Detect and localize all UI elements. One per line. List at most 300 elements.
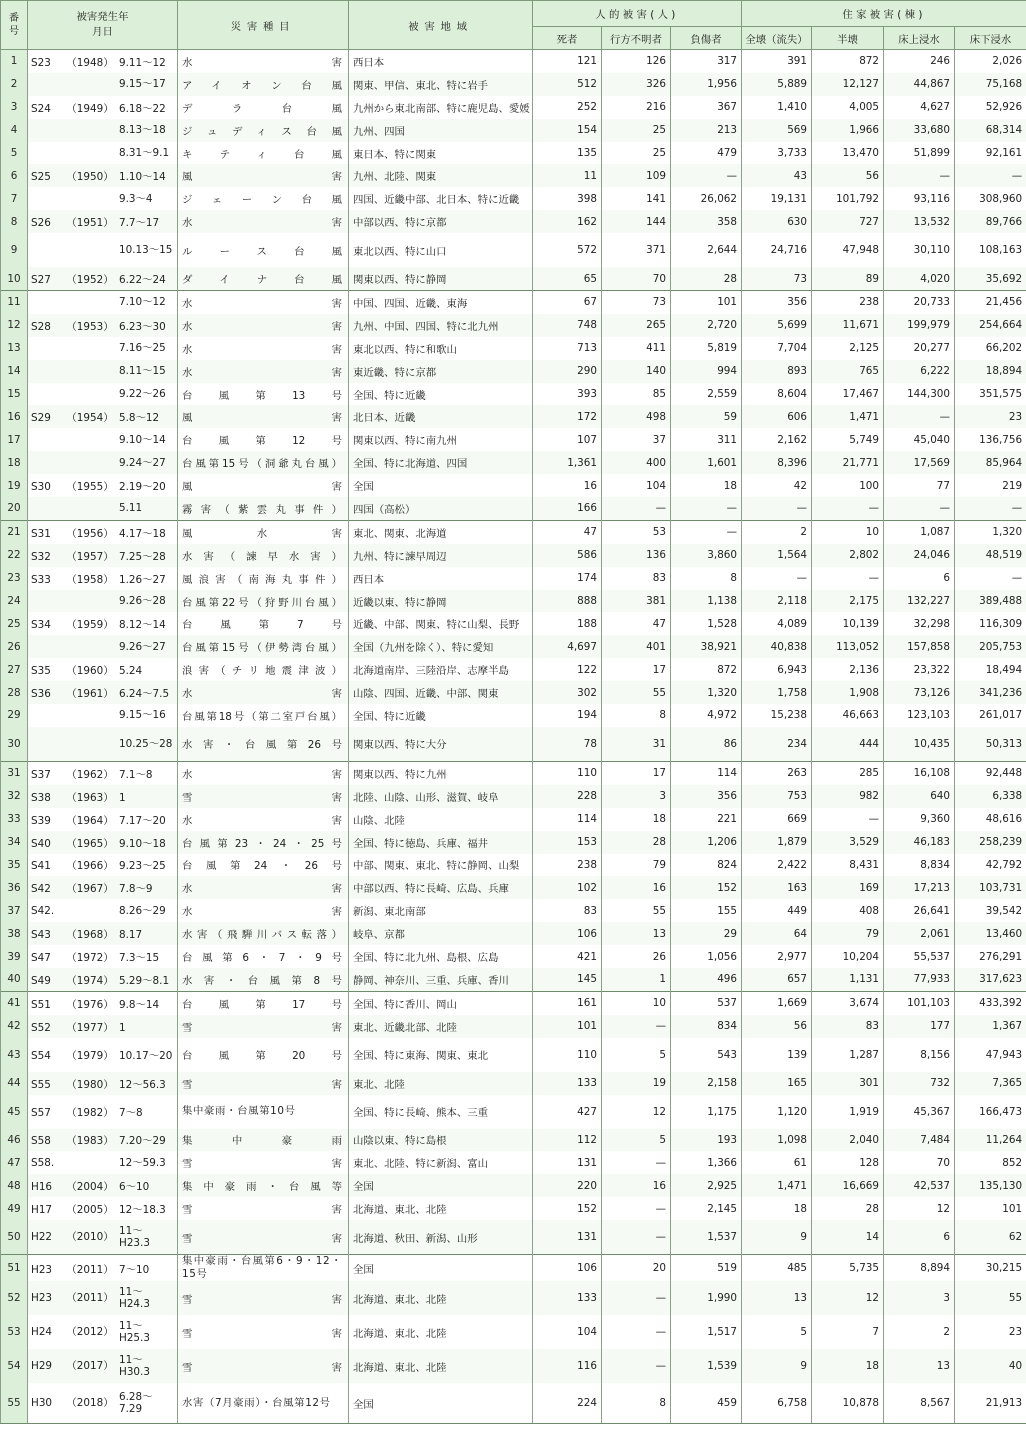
injured-count: 3,860: [671, 544, 742, 567]
damage-area: 東北、近畿北部、北陸: [349, 1015, 533, 1038]
full-count: 4,089: [742, 612, 812, 635]
header-below: 床下浸水: [955, 27, 1026, 50]
month-day: 8.26～29: [119, 904, 166, 917]
below-count: 92,161: [955, 142, 1026, 165]
above-count: 24,046: [884, 544, 955, 567]
above-count: 732: [884, 1072, 955, 1095]
month-day: 7.8～9: [119, 883, 153, 896]
dead-count: 512: [533, 73, 602, 96]
month-day: 8.17: [119, 929, 143, 942]
missing-count: 5: [602, 1038, 671, 1072]
half-count: 12,127: [812, 73, 884, 96]
year: （1952）: [66, 274, 114, 287]
month-day: 6.24～7.5: [119, 688, 170, 701]
table-row: [1, 761, 1026, 784]
date-cell: [28, 497, 178, 520]
month-day: 9.26～27: [119, 640, 166, 653]
half-count: 10,878: [812, 1383, 884, 1424]
month-day: 1.10～14: [119, 171, 166, 184]
year: （1972）: [66, 952, 114, 964]
above-count: 12: [884, 1197, 955, 1220]
disaster-type: 台風第15号（伊勢湾台風）: [178, 635, 349, 658]
above-count: 23,322: [884, 658, 955, 681]
row-number: 41: [1, 991, 28, 1014]
half-count: 2,125: [812, 337, 884, 360]
damage-area: 山陰、北陸: [349, 808, 533, 831]
row-number: 29: [1, 704, 28, 727]
year: （1960）: [66, 665, 114, 678]
disaster-type: ジュディス台風: [178, 119, 349, 142]
header-human: 人的被害(人): [533, 1, 742, 27]
full-count: 1,669: [742, 991, 812, 1014]
disaster-type: 風水害: [178, 520, 349, 543]
row-number: 40: [1, 968, 28, 991]
missing-count: —: [602, 1197, 671, 1220]
dead-count: 104: [533, 1315, 602, 1349]
below-count: 389,488: [955, 590, 1026, 613]
dead-count: 586: [533, 544, 602, 567]
above-count: 8,834: [884, 854, 955, 877]
missing-count: 55: [602, 681, 671, 704]
dead-count: 133: [533, 1281, 602, 1315]
damage-area: 関東以西、特に大分: [349, 727, 533, 762]
disaster-type: 水害: [178, 291, 349, 314]
date-cell: [28, 314, 178, 337]
half-count: 872: [812, 50, 884, 73]
above-count: 17,569: [884, 451, 955, 474]
full-count: 391: [742, 50, 812, 73]
above-count: 199,979: [884, 314, 955, 337]
below-count: 116,309: [955, 612, 1026, 635]
era: H24: [31, 1326, 53, 1339]
row-number: 16: [1, 405, 28, 428]
month-day: 7.1～8: [119, 768, 153, 781]
dead-count: 161: [533, 991, 602, 1014]
disaster-type: 水害・台風第8号: [178, 968, 349, 991]
era: S58: [31, 1135, 51, 1148]
half-count: 3,674: [812, 991, 884, 1014]
above-count: 45,367: [884, 1095, 955, 1129]
half-count: 46,663: [812, 704, 884, 727]
header-type: 災害種目: [178, 1, 349, 50]
disaster-type: 風害: [178, 164, 349, 187]
above-count: 8,156: [884, 1038, 955, 1072]
above-count: 44,867: [884, 73, 955, 96]
table-row: [1, 497, 1026, 520]
table-header: [1, 1, 1026, 50]
era: S47: [31, 952, 51, 964]
dead-count: 135: [533, 142, 602, 165]
half-count: 21,771: [812, 451, 884, 474]
date-cell: [28, 1174, 178, 1197]
month-day: 12～18.3: [119, 1204, 166, 1217]
injured-count: 1,537: [671, 1220, 742, 1255]
above-count: 6: [884, 567, 955, 590]
table-row: [1, 831, 1026, 854]
missing-count: 3: [602, 785, 671, 808]
table-row: [1, 428, 1026, 451]
missing-count: 28: [602, 831, 671, 854]
damage-area: 全国（九州を除く）、特に愛知: [349, 635, 533, 658]
table-row: [1, 267, 1026, 290]
full-count: 13: [742, 1281, 812, 1315]
dead-count: 110: [533, 761, 602, 784]
half-count: 1,966: [812, 119, 884, 142]
below-count: 136,756: [955, 428, 1026, 451]
injured-count: 26,062: [671, 187, 742, 210]
damage-area: 四国、近畿中部、北日本、特に近畿: [349, 187, 533, 210]
year: （1977）: [66, 1021, 114, 1034]
table-row: [1, 451, 1026, 474]
disaster-type: 水害（飛騨川バス転落）: [178, 922, 349, 945]
injured-count: 5,819: [671, 337, 742, 360]
table-row: [1, 1151, 1026, 1174]
half-count: 2,136: [812, 658, 884, 681]
date-cell: [28, 1349, 178, 1383]
table-row: [1, 544, 1026, 567]
full-count: 263: [742, 761, 812, 784]
table-row: [1, 1174, 1026, 1197]
damage-area: 関東以西、特に静岡: [349, 267, 533, 290]
date-cell: [28, 428, 178, 451]
missing-count: 17: [602, 761, 671, 784]
dead-count: 421: [533, 945, 602, 968]
date-cell: [28, 291, 178, 314]
dead-count: 238: [533, 854, 602, 877]
disaster-type: 雪害: [178, 1072, 349, 1095]
date-cell: [28, 142, 178, 165]
dead-count: 11: [533, 164, 602, 187]
table-row: [1, 520, 1026, 543]
dead-count: 1,361: [533, 451, 602, 474]
dead-count: 106: [533, 922, 602, 945]
half-count: 1,919: [812, 1095, 884, 1129]
year: （1965）: [66, 837, 114, 850]
above-count: 640: [884, 785, 955, 808]
era: S42: [31, 883, 51, 896]
missing-count: 400: [602, 451, 671, 474]
missing-count: —: [602, 1281, 671, 1315]
half-count: 169: [812, 876, 884, 899]
era: S57: [31, 1107, 51, 1120]
half-count: 2,802: [812, 544, 884, 567]
full-count: 630: [742, 210, 812, 233]
date-cell: [28, 1015, 178, 1038]
full-count: 2,422: [742, 854, 812, 877]
half-count: 1,287: [812, 1038, 884, 1072]
damage-area: 山陰、四国、近畿、中部、関東: [349, 681, 533, 704]
table-row: [1, 854, 1026, 877]
above-count: 26,641: [884, 899, 955, 922]
full-count: 15,238: [742, 704, 812, 727]
missing-count: 126: [602, 50, 671, 73]
above-count: 16,108: [884, 761, 955, 784]
row-number: 31: [1, 761, 28, 784]
month-day: 5.24: [119, 665, 143, 678]
injured-count: 356: [671, 785, 742, 808]
missing-count: 371: [602, 233, 671, 267]
full-count: 569: [742, 119, 812, 142]
damage-area: 全国: [349, 1174, 533, 1197]
row-number: 13: [1, 337, 28, 360]
month-day: 9.24～27: [119, 456, 166, 469]
row-number: 39: [1, 945, 28, 968]
disaster-type: 水害: [178, 808, 349, 831]
missing-count: —: [602, 1349, 671, 1383]
missing-count: —: [602, 497, 671, 520]
damage-area: 北海道、東北、北陸: [349, 1281, 533, 1315]
date-cell: [28, 831, 178, 854]
month-day: 1.26～27: [119, 573, 166, 586]
month-day: 6.28～7.29: [119, 1391, 153, 1416]
date-cell: [28, 73, 178, 96]
row-number: 32: [1, 785, 28, 808]
table-row: [1, 876, 1026, 899]
year: （1955）: [66, 481, 114, 494]
era: S52: [31, 1021, 51, 1034]
row-number: 50: [1, 1220, 28, 1255]
half-count: 28: [812, 1197, 884, 1220]
dead-count: 252: [533, 96, 602, 119]
injured-count: 1,990: [671, 1281, 742, 1315]
injured-count: 496: [671, 968, 742, 991]
date-cell: [28, 520, 178, 543]
era: S27: [31, 274, 51, 287]
missing-count: 8: [602, 704, 671, 727]
injured-count: 4,972: [671, 704, 742, 727]
injured-count: 18: [671, 474, 742, 497]
below-count: 30,215: [955, 1255, 1026, 1282]
damage-area: 全国: [349, 1383, 533, 1424]
damage-area: 北日本、近畿: [349, 405, 533, 428]
table-row: [1, 1129, 1026, 1152]
half-count: 10: [812, 520, 884, 543]
below-count: 18,494: [955, 658, 1026, 681]
above-count: 70: [884, 1151, 955, 1174]
above-count: 157,858: [884, 635, 955, 658]
month-day: 10.25～28: [119, 737, 173, 750]
year: （1962）: [66, 768, 114, 781]
below-count: 103,731: [955, 876, 1026, 899]
above-count: 13: [884, 1349, 955, 1383]
half-count: 83: [812, 1015, 884, 1038]
injured-count: 114: [671, 761, 742, 784]
injured-count: 824: [671, 854, 742, 877]
row-number: 27: [1, 658, 28, 681]
injured-count: 1,517: [671, 1315, 742, 1349]
damage-area: 全国: [349, 1255, 533, 1282]
full-count: 40,838: [742, 635, 812, 658]
disaster-type: 風浪害（南海丸事件）: [178, 567, 349, 590]
table-row: [1, 164, 1026, 187]
date-cell: [28, 1072, 178, 1095]
row-number: 55: [1, 1383, 28, 1424]
table-row: [1, 590, 1026, 613]
disaster-type: 水害: [178, 50, 349, 73]
full-count: 61: [742, 1151, 812, 1174]
half-count: 18: [812, 1349, 884, 1383]
row-number: 33: [1, 808, 28, 831]
above-count: 20,277: [884, 337, 955, 360]
above-count: 51,899: [884, 142, 955, 165]
half-count: 56: [812, 164, 884, 187]
above-count: 9,360: [884, 808, 955, 831]
dead-count: 101: [533, 1015, 602, 1038]
month-day: 9.3～4: [119, 192, 153, 205]
full-count: 5,889: [742, 73, 812, 96]
below-count: 166,473: [955, 1095, 1026, 1129]
dead-count: 888: [533, 590, 602, 613]
disaster-type: 集中豪雨: [178, 1129, 349, 1152]
row-number: 26: [1, 635, 28, 658]
half-count: 13,470: [812, 142, 884, 165]
year: （1954）: [66, 412, 114, 425]
month-day: 7.10～12: [119, 296, 166, 309]
year: （1983）: [66, 1135, 114, 1148]
full-count: 7,704: [742, 337, 812, 360]
table-row: [1, 1197, 1026, 1220]
era: H16: [31, 1181, 53, 1194]
month-day: 11～H30.3: [119, 1354, 150, 1379]
below-count: 85,964: [955, 451, 1026, 474]
above-count: 101,103: [884, 991, 955, 1014]
full-count: 42: [742, 474, 812, 497]
injured-count: 1,206: [671, 831, 742, 854]
half-count: 444: [812, 727, 884, 762]
injured-count: 2,644: [671, 233, 742, 267]
injured-count: 1,528: [671, 612, 742, 635]
year: （1968）: [66, 929, 114, 942]
month-day: 8.12～14: [119, 619, 166, 632]
dead-count: 145: [533, 968, 602, 991]
injured-count: 479: [671, 142, 742, 165]
year: （1964）: [66, 814, 114, 827]
table-row: [1, 1255, 1026, 1282]
era: S42.: [31, 904, 55, 917]
dead-count: 153: [533, 831, 602, 854]
row-number: 15: [1, 383, 28, 406]
dead-count: 748: [533, 314, 602, 337]
above-count: 144,300: [884, 383, 955, 406]
missing-count: 498: [602, 405, 671, 428]
row-number: 6: [1, 164, 28, 187]
year: （2005）: [66, 1204, 114, 1217]
era: S49: [31, 974, 51, 987]
table-row: [1, 142, 1026, 165]
full-count: —: [742, 497, 812, 520]
injured-count: —: [671, 497, 742, 520]
full-count: 73: [742, 267, 812, 290]
date-cell: [28, 1038, 178, 1072]
table-row: [1, 337, 1026, 360]
above-count: 77,933: [884, 968, 955, 991]
date-cell: [28, 968, 178, 991]
half-count: 408: [812, 899, 884, 922]
table-row: [1, 314, 1026, 337]
table-row: [1, 119, 1026, 142]
year: （2004）: [66, 1181, 114, 1194]
year: （1959）: [66, 619, 114, 632]
date-cell: [28, 681, 178, 704]
row-number: 4: [1, 119, 28, 142]
month-day: 7.7～17: [119, 217, 160, 230]
below-count: 92,448: [955, 761, 1026, 784]
row-number: 8: [1, 210, 28, 233]
missing-count: 26: [602, 945, 671, 968]
above-count: 45,040: [884, 428, 955, 451]
era: S23: [31, 56, 51, 69]
month-day: 7.16～25: [119, 342, 166, 355]
header-dead: 死者: [533, 27, 602, 50]
dead-count: 290: [533, 360, 602, 383]
header-house: 住家被害(棟): [742, 1, 1026, 27]
disaster-type: ジェーン台風: [178, 187, 349, 210]
disaster-type: 雪害: [178, 1197, 349, 1220]
missing-count: 55: [602, 899, 671, 922]
table-row: [1, 96, 1026, 119]
header-no: 番号: [1, 1, 28, 50]
below-count: 48,519: [955, 544, 1026, 567]
row-number: 21: [1, 520, 28, 543]
half-count: 2,040: [812, 1129, 884, 1152]
row-number: 37: [1, 899, 28, 922]
era: S36: [31, 688, 51, 701]
row-number: 3: [1, 96, 28, 119]
row-number: 11: [1, 291, 28, 314]
era: S55: [31, 1078, 51, 1091]
below-count: 52,926: [955, 96, 1026, 119]
above-count: 46,183: [884, 831, 955, 854]
date-cell: [28, 1315, 178, 1349]
table-row: [1, 50, 1026, 73]
below-count: —: [955, 567, 1026, 590]
year: （2012）: [66, 1326, 114, 1339]
date-cell: [28, 474, 178, 497]
missing-count: 216: [602, 96, 671, 119]
below-count: 66,202: [955, 337, 1026, 360]
month-day: 7.3～15: [119, 952, 160, 964]
year: （1951）: [66, 217, 114, 230]
below-count: 317,623: [955, 968, 1026, 991]
full-count: —: [742, 567, 812, 590]
date-cell: [28, 704, 178, 727]
month-day: 11～H25.3: [119, 1320, 150, 1345]
above-count: 93,116: [884, 187, 955, 210]
date-cell: [28, 383, 178, 406]
disaster-type: 台風第13号: [178, 383, 349, 406]
full-count: 485: [742, 1255, 812, 1282]
date-cell: [28, 451, 178, 474]
below-count: 75,168: [955, 73, 1026, 96]
era: S43: [31, 929, 51, 942]
dead-count: 228: [533, 785, 602, 808]
injured-count: 221: [671, 808, 742, 831]
dead-count: 83: [533, 899, 602, 922]
missing-count: 140: [602, 360, 671, 383]
row-number: 51: [1, 1255, 28, 1282]
date-cell: [28, 1255, 178, 1282]
damage-area: 中部以西、特に京都: [349, 210, 533, 233]
above-count: 30,110: [884, 233, 955, 267]
month-day: 8.11～15: [119, 365, 166, 378]
below-count: 55: [955, 1281, 1026, 1315]
damage-area: 中部、関東、東北、特に静岡、山梨: [349, 854, 533, 877]
full-count: 9: [742, 1220, 812, 1255]
month-day: 9.26～28: [119, 595, 166, 608]
missing-count: 20: [602, 1255, 671, 1282]
disaster-type: 台風第18号（第二室戸台風）: [178, 704, 349, 727]
above-count: 77: [884, 474, 955, 497]
